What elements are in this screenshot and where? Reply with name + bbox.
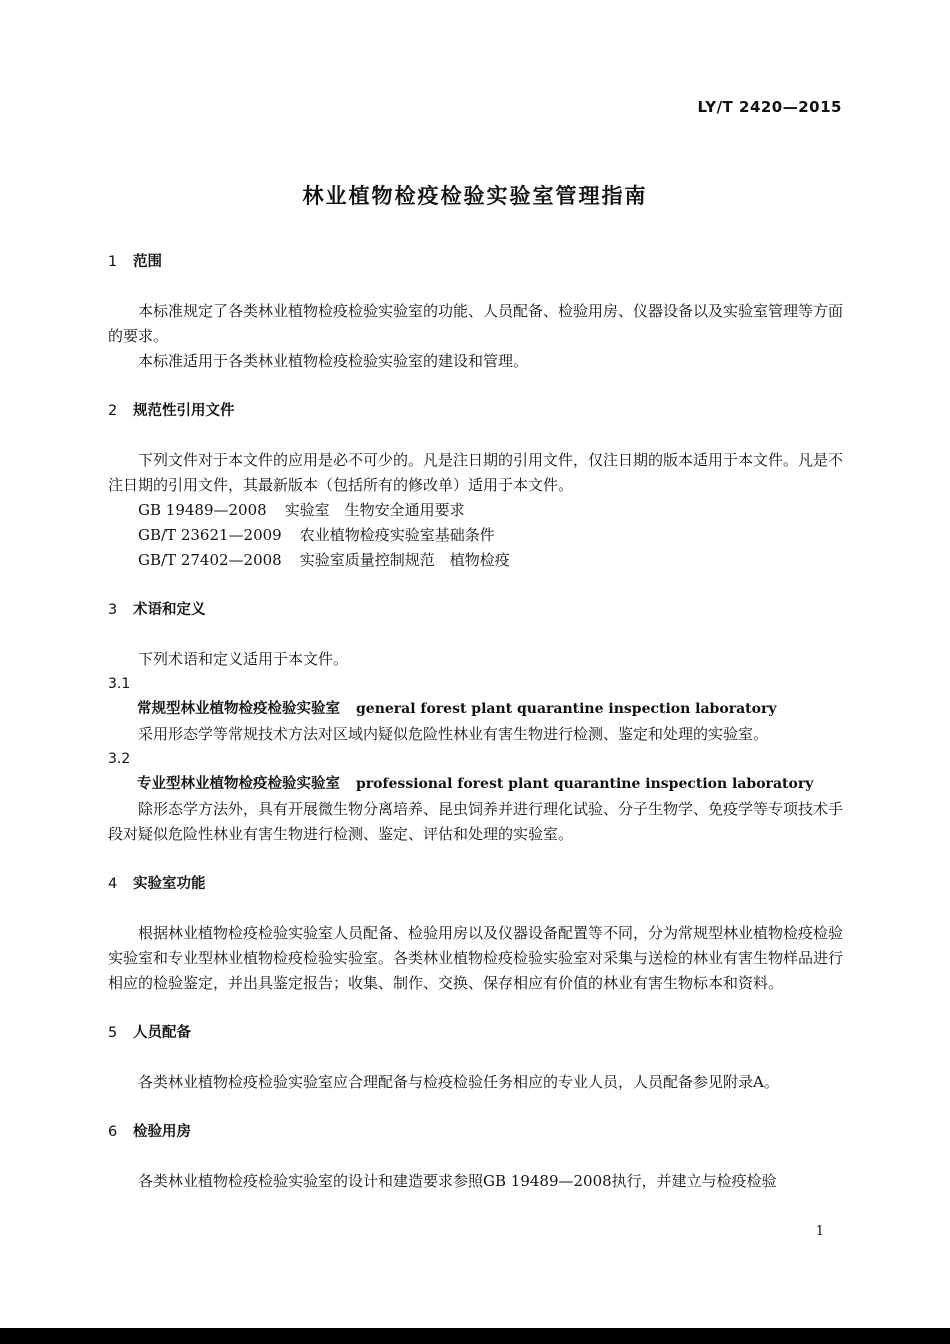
section-heading-2: 2 规范性引用文件 <box>108 403 235 419</box>
document-body <box>108 250 843 1194</box>
term-english: general forest plant quarantine inspection laboratory <box>356 701 777 717</box>
reference-item: GB/T 27402—2008 实验室质量控制规范 植物检疫 <box>138 551 510 569</box>
bottom-border <box>0 1328 950 1344</box>
term-entry <box>108 772 843 797</box>
section-1-paragraph-2: 本标准适用于各类林业植物检疫检验实验室的建设和管理。 <box>138 352 529 370</box>
term-entry <box>108 697 843 722</box>
term-number: 3.1 <box>108 676 131 692</box>
section-5-paragraph-1: 各类林业植物检疫检验实验室应合理配备与检疫检验任务相应的专业人员，人员配备参见附录A。 <box>138 1073 779 1091</box>
standard-code: LY/T 2420—2015 <box>697 98 842 116</box>
document-title: 林业植物检疫检验实验室管理指南 <box>302 184 648 208</box>
section-4-paragraph-1: 根据林业植物检疫检验实验室人员配备、检验用房以及仪器设备配置等不同，分为常规型林业植物检疫检验实验室和专业型林业植物检疫检验实验室。各类林业植物检疫检验实验室对采集与送检的林业有害生物样品进行相应的检验鉴定，并出具鉴定报告；收集、制作、交换、保存相应有价值的林业有害生物标本和资料。 <box>108 924 844 992</box>
term-chinese: 专业型林业植物检疫检验实验室 <box>137 776 340 792</box>
section-heading-3: 3 术语和定义 <box>108 602 206 618</box>
reference-item: GB/T 23621—2009 农业植物检疫实验室基础条件 <box>138 526 495 544</box>
section-heading-1: 1 范围 <box>108 254 162 270</box>
term-english: professional forest plant quarantine inspection laboratory <box>356 776 814 792</box>
term-number: 3.2 <box>108 751 131 767</box>
section-6-paragraph-1: 各类林业植物检疫检验实验室的设计和建造要求参照GB 19489—2008执行，并建立与检疫检验 <box>138 1172 777 1190</box>
section-1-paragraph-1: 本标准规定了各类林业植物检疫检验实验室的功能、人员配备、检验用房、仪器设备以及实验室管理等方面的要求。 <box>108 302 844 345</box>
section-heading-6: 6 检验用房 <box>108 1124 191 1140</box>
section-3-paragraph-1: 下列术语和定义适用于本文件。 <box>138 650 349 668</box>
term-definition: 除形态学方法外，具有开展微生物分离培养、昆虫饲养并进行理化试验、分子生物学、免疫学等专项技术手段对疑似危险性林业有害生物进行检测、鉴定、评估和处理的实验室。 <box>108 800 844 843</box>
page-number: 1 <box>815 1224 824 1239</box>
reference-item: GB 19489—2008 实验室 生物安全通用要求 <box>138 501 465 519</box>
section-heading-5: 5 人员配备 <box>108 1025 191 1041</box>
section-2-paragraph-1: 下列文件对于本文件的应用是必不可少的。凡是注日期的引用文件，仅注日期的版本适用于本文件。凡是不注日期的引用文件，其最新版本（包括所有的修改单）适用于本文件。 <box>108 451 844 494</box>
section-heading-4: 4 实验室功能 <box>108 876 206 892</box>
term-definition: 采用形态学等常规技术方法对区域内疑似危险性林业有害生物进行检测、鉴定和处理的实验室。 <box>138 725 769 743</box>
term-chinese: 常规型林业植物检疫检验实验室 <box>137 701 340 717</box>
